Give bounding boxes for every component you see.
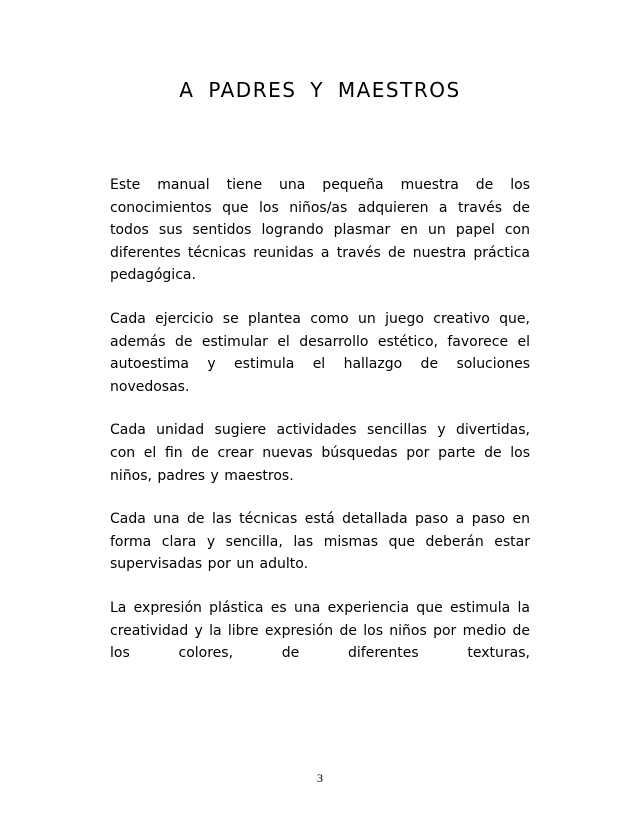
body-text xyxy=(110,174,530,686)
paragraph-4: Cada una de las técnicas está detallada paso a paso en forma clara y sencilla, las mismas que deberán estar supervisadas por un adulto. xyxy=(110,511,530,573)
page-number: 3 xyxy=(317,771,323,785)
page-title: A PADRES Y MAESTROS xyxy=(179,78,461,102)
paragraph-3: Cada unidad sugiere actividades sencillas y divertidas, con el fin de crear nuevas búsquedas por parte de los niños, padres y maestros. xyxy=(110,422,530,484)
paragraph-2: Cada ejercicio se plantea como un juego creativo que, además de estimular el desarrollo estético, favorece el autoestima y estimula el hallazgo de soluciones novedosas. xyxy=(110,310,530,395)
paragraph-5: La expresión plástica es una experiencia que estimula la creatividad y la libre expresión de los niños por medio de los colores, de diferentes texturas, xyxy=(110,599,530,662)
paragraph-1: Este manual tiene una pequeña muestra de los conocimientos que los niños/as adquieren a través de todos sus sentidos logrando plasmar en un papel con diferentes técnicas reunidas a través de nuestra práctica pedagógica. xyxy=(110,177,530,284)
